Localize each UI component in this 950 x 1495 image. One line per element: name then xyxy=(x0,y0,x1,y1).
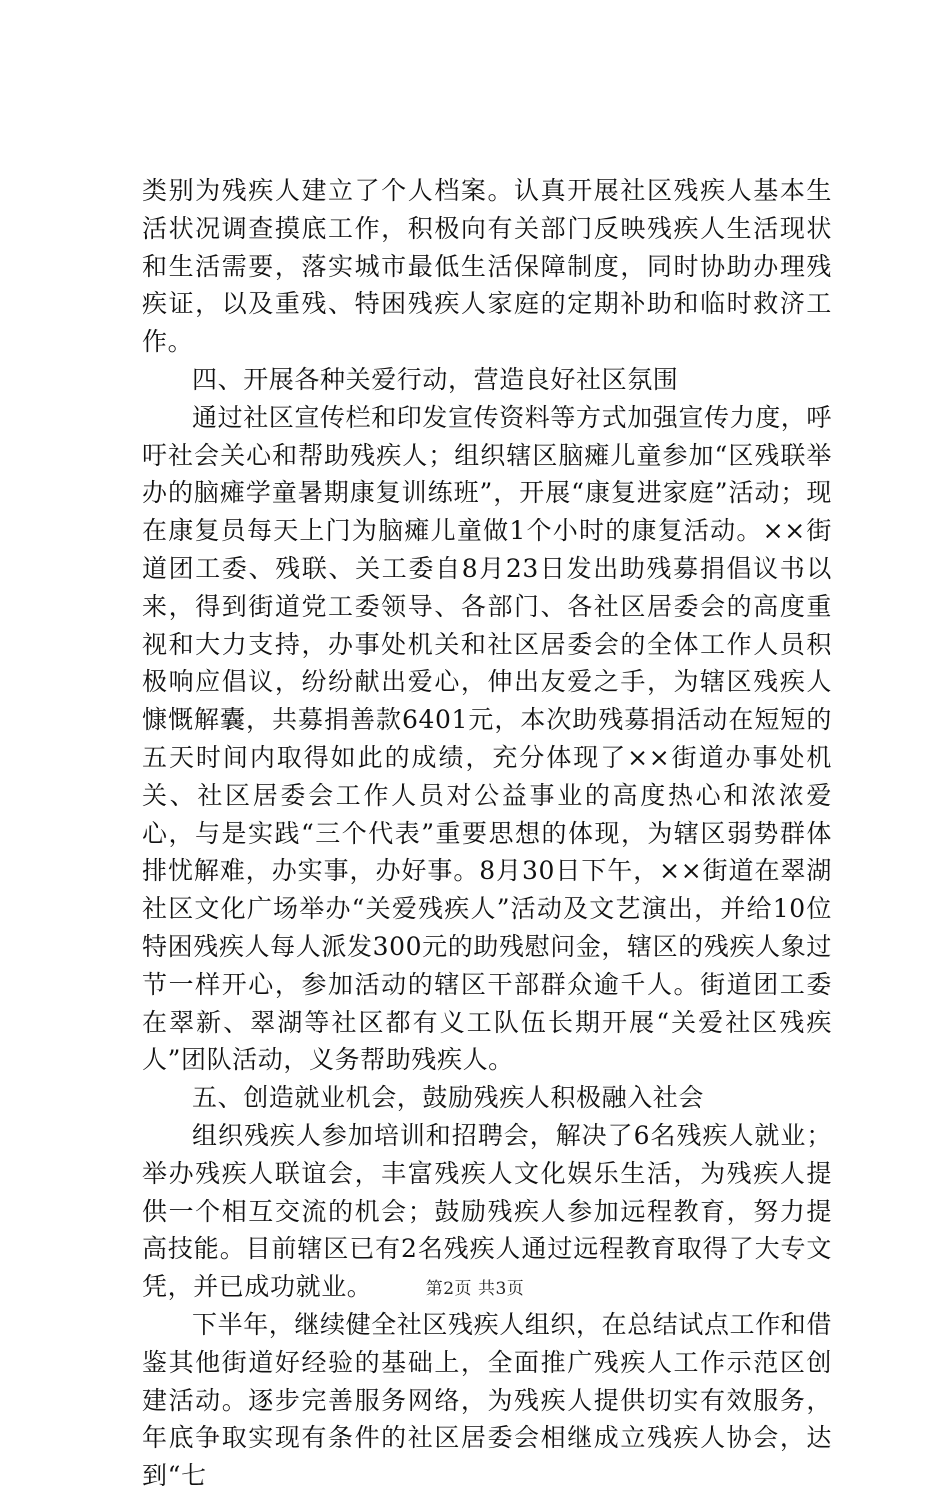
paragraph-care-activities: 通过社区宣传栏和印发宣传资料等方式加强宣传力度，呼吁社会关心和帮助残疾人；组织辖区脑瘫儿童参加“区残联举办的脑瘫学童暑期康复训练班”，开展“康复进家庭”活动；现在康复员每天上门为脑瘫儿童做1个小时的康复活动。××街道团工委、残联、关工委自8月23日发出助残募捐倡议书以来，得到街道党工委领导、各部门、各社区居委会的高度重视和大力支持，办事处机关和社区居委会的全体工作人员积极响应倡议，纷纷献出爱心，伸出友爱之手，为辖区残疾人慷慨解囊，共募捐善款6401元，本次助残募捐活动在短短的五天时间内取得如此的成绩，充分体现了××街道办事处机关、社区居委会工作人员对公益事业的高度热心和浓浓爱心，与是实践“三个代表”重要思想的体现，为辖区弱势群体排忧解难，办实事，办好事。8月30日下午，××街道在翠湖社区文化广场举办“关爱残疾人”活动及文艺演出，并给10位特困残疾人每人派发300元的助残慰问金，辖区的残疾人象过节一样开心，参加活动的辖区干部群众逾千人。街道团工委在翠新、翠湖等社区都有义工队伍长期开展“关爱社区残疾人”团队活动，义务帮助残疾人。 xyxy=(142,402,833,1075)
paragraph-employment: 组织残疾人参加培训和招聘会，解决了6名残疾人就业；举办残疾人联谊会，丰富残疾人文化娱乐生活，为残疾人提供一个相互交流的机会；鼓励残疾人参加远程教育，努力提高技能。目前辖区已有2名残疾人通过远程教育取得了大专文凭，并已成功就业。 xyxy=(142,1120,832,1302)
section-heading-4: 四、开展各种关爱行动，营造良好社区氛围 xyxy=(192,364,679,394)
section-heading-5: 五、创造就业机会，鼓励残疾人积极融入社会 xyxy=(192,1083,705,1113)
paragraph-second-half-plan: 下半年，继续健全社区残疾人组织，在总结试点工作和借鉴其他街道好经验的基础上，全面推广残疾人工作示范区创建活动。逐步完善服务网络，为残疾人提供切实有效服务，年底争取实现有条件的社区居委会相继成立残疾人协会，达到“七 xyxy=(142,1309,833,1491)
paragraph-continuation: 类别为残疾人建立了个人档案。认真开展社区残疾人基本生活状况调查摸底工作，积极向有关部门反映残疾人生活现状和生活需要，落实城市最低生活保障制度，同时协助办理残疾证，以及重残、特困残疾人家庭的定期补助和临时救济工作。 xyxy=(142,176,832,357)
page-number-footer: 第2页 共3页 xyxy=(425,1279,525,1299)
